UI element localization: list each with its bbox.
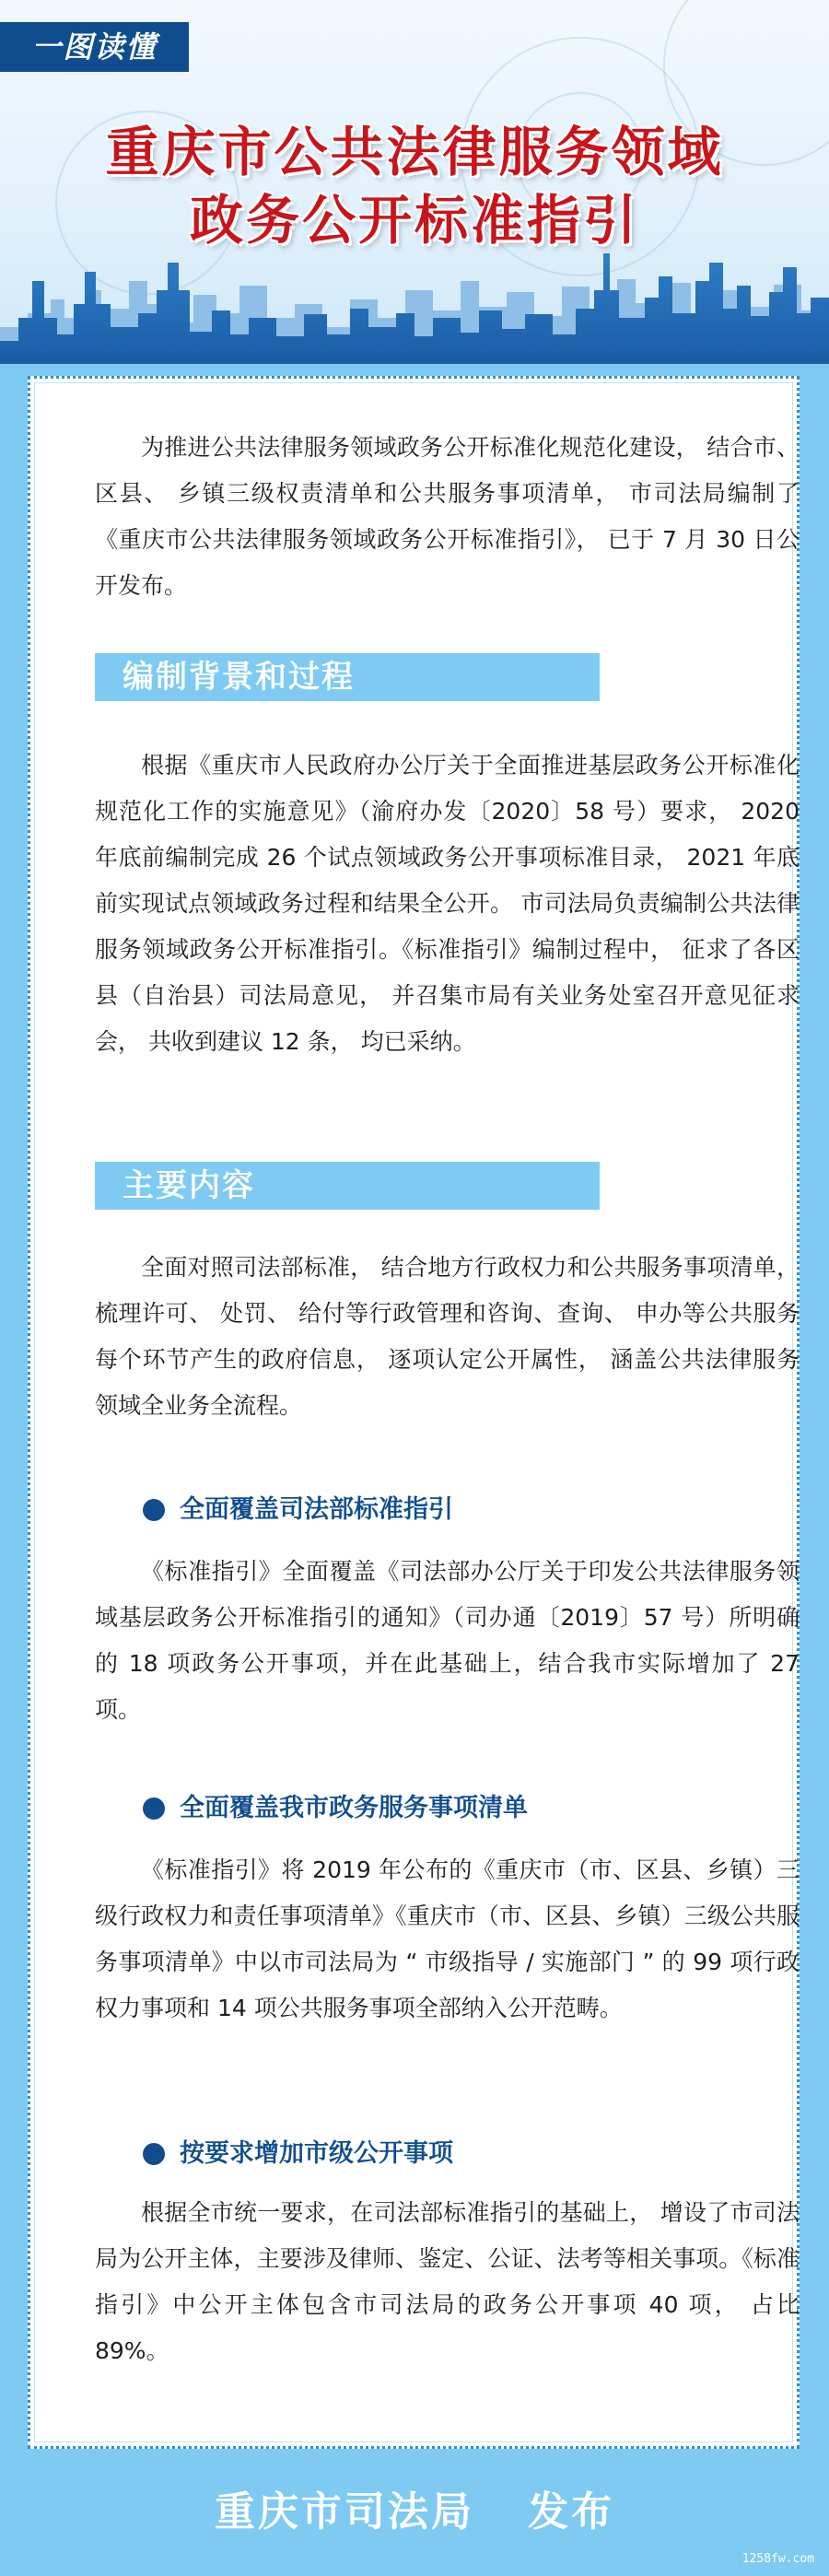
page-title-line2: 政务公开标准指引 [189,189,639,252]
point-title: 全面覆盖司法部标准指引 [180,1495,453,1524]
watermark-text: 1258fw.com [741,2552,814,2566]
section-title-main-content: 主要内容 [95,1162,600,1210]
header-badge: 一图读懂 [0,22,189,72]
point-title: 全面覆盖我市政务服务事项清单 [180,1794,528,1822]
page-header [0,0,829,364]
city-skyline-icon [0,226,829,364]
point-paragraph: 根据全市统一要求，在司法部标准指引的基础上， 增设了市司法局为公开主体，主要涉及律师、鉴定、公证、法考等相关事项。《标准指引》中公开主体包含市司法局的政务公开事项 40 项， 占比 89%。 [95,2199,800,2364]
point-title: 按要求增加市级公开事项 [180,2139,453,2168]
background-paragraph: 根据《重庆市人民政府办公厅关于全面推进基层政务公开标准化规范化工作的实施意见》（渝府办发〔2020〕58 号）要求， 2020 年底前编制完成 26 个试点领域政务公开事项标准目录， 2021 年底前实现试点领域政务过程和结果全公开。 市司法局负责编制公共法律服务领域政务公开标准指引。《标准指引》编制过程中， 征求了各区县（自治县）司法局意见， 并召集市局有关业务处室召开意见征求会， 共收到建议 12 条， 均已采纳。 [95,752,800,1055]
page-title-line1: 重庆市公共法律服务领域 [105,121,724,183]
section-title-background: 编制背景和过程 [95,653,600,701]
content-card [28,376,800,2449]
point-paragraph: 《标准指引》全面覆盖《司法部办公厅关于印发公共法律服务领域基层政务公开标准指引的通知》（司办通〔2019〕57 号）所明确的 18 项政务公开事项，并在此基础上，结合我市实际增加了 27 项。 [95,1558,800,1723]
bullet-dot-icon [143,1797,165,1820]
main-content-paragraph: 全面对照司法部标准， 结合地方行政权力和公共服务事项清单， 梳理许可、 处罚、 给付等行政管理和咨询、查询、 申办等公共服务每个环节产生的政府信息， 逐项认定公开属性， 涵盖公共法律服务领域全业务全流程。 [95,1254,800,1419]
bullet-dot-icon [143,1499,165,1521]
intro-paragraph: 为推进公共法律服务领域政务公开标准化规范化建设， 结合市、 区县、 乡镇三级权责清单和公共服务事项清单， 市司法局编制了《重庆市公共法律服务领域政务公开标准指引》， 已于 7 月 30 日公开发布。 [95,434,800,599]
bullet-dot-icon [143,2143,165,2165]
point-paragraph: 《标准指引》将 2019 年公布的《重庆市（市、区县、乡镇）三级行政权力和责任事项清单》《重庆市（市、区县、乡镇）三级公共服务事项清单》中以市司法局为 “ 市级指导 / 实施部门 ” 的 99 项行政权力事项和 14 项公共服务事项全部纳入公开范畴。 [95,1856,800,2021]
publisher-footer: 重庆市司法局 发布 [214,2488,615,2535]
